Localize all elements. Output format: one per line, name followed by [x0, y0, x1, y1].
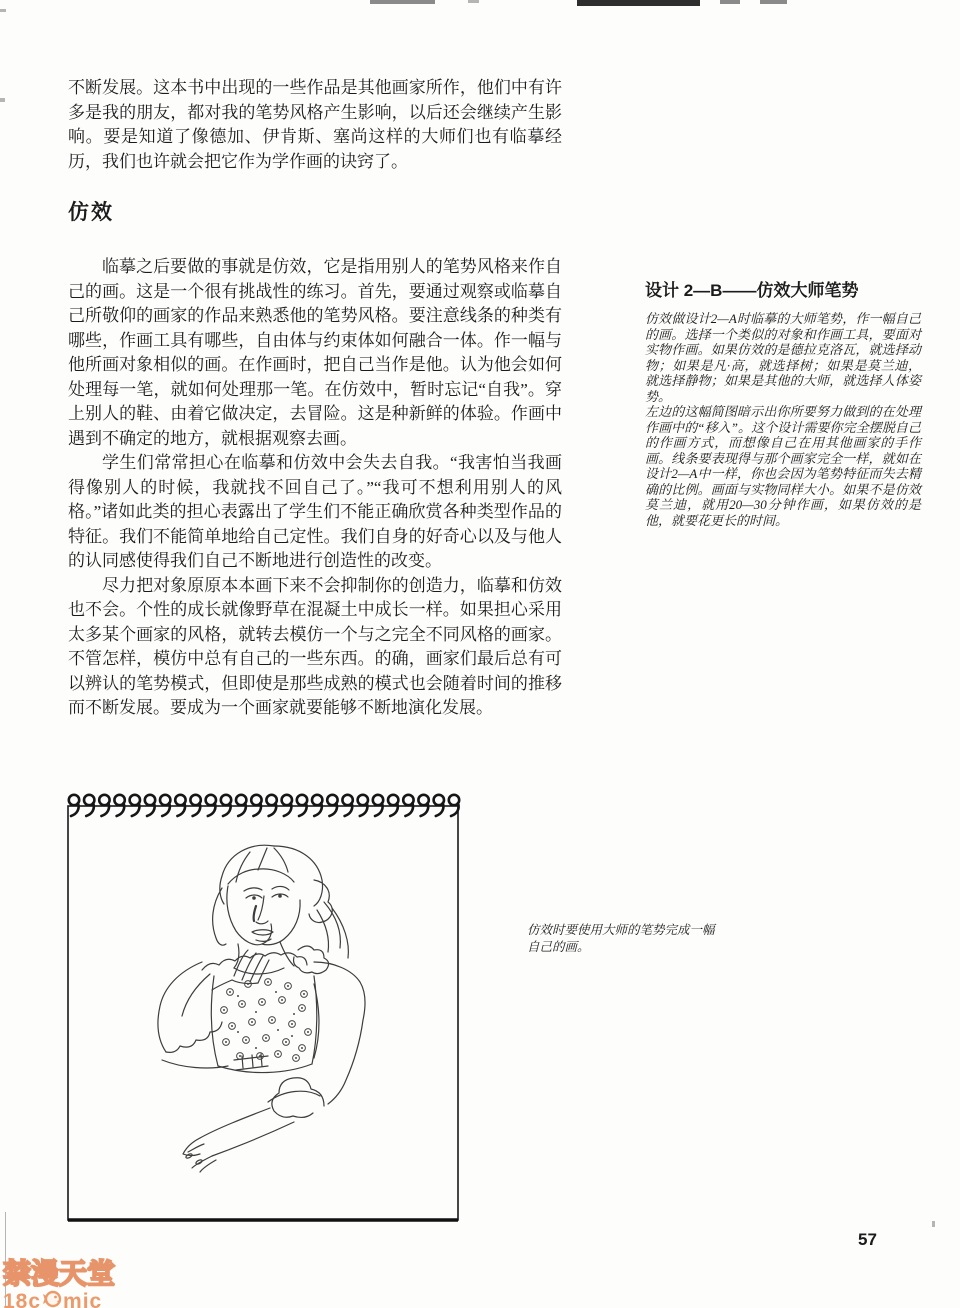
body-paragraph: 尽力把对象原原本本画下来不会抑制你的创造力，临摹和仿效也不会。个性的成长就像野草在混凝土中成长一样。如果担心采用太多某个画家的风格，就转去模仿一个与之完全不同风格的画家。不管怎样，模仿中总有自己的一些东西。的确，画家们最后总有可以辨认的笔势模式，但即使是那些成熟的模式也会随着时间的推移而不断发展。要成为一个画家就要能够不断地演化发展。 [68, 575, 562, 717]
scan-artifact [370, 0, 435, 4]
scan-artifact [932, 1221, 935, 1227]
body-paragraph: 临摹之后要做的事就是仿效，它是指用别人的笔势风格来作自己的画。这是一个很有挑战性的练习。首先，要通过观察或临摹自己所敬仰的画家的作品来熟悉他的笔势风格。要注意线条的种类有哪些，作画工具有哪些，自由体与约束体如何融合一体。作一幅与他所画对象相似的画。在作画时，把自己当作是他。认为他会如何处理每一笔，就如何处理那一笔。在仿效中，暂时忘记“自我”。穿上别人的鞋、由着它做决定，去冒险。这是种新鲜的体验。作画中遇到不确定的地方，就根据观察去画。 [68, 257, 562, 448]
section-heading: 仿效 [68, 201, 114, 224]
intro-paragraph: 不断发展。这本书中出现的一些作品是其他画家所作，他们中有许多是我的朋友，都对我的笔势风格产生影响，以后还会继续产生影响。要是知道了像德加、伊肯斯、塞尚这样的大师们也有临摹经历，我们也许就会把它作为学作画的诀窍了。 [68, 78, 562, 171]
seated-woman-line-sketch [62, 784, 464, 1228]
sketchbook-figure [62, 784, 464, 1228]
watermark-text-suffix: mic [63, 1289, 103, 1308]
scan-artifact [720, 0, 740, 4]
pufferfish-icon [42, 1289, 62, 1308]
sidebar-paragraph: 左边的这幅简图暗示出你所要努力做到的在处理作画中的“移入”。这个设计需要你完全摆脱自己的作画方式，而想像自己在用其他画家的手作画。线条要表现得与那个画家完全一样，就如在设计2—A中一样，你也会因为笔势特征而失去精确的比例。画面与实物同样大小。如果不是仿效莫兰迪，就用20—30分钟作画，如果仿效的是他，就要花更长的时间。 [645, 404, 921, 528]
watermark-text-prefix: 18c [3, 1289, 42, 1308]
scan-artifact [468, 0, 479, 3]
sidebar-heading: 设计 2—B——仿效大师笔势 [645, 281, 859, 300]
scan-artifact [577, 0, 700, 6]
scan-artifact [0, 9, 6, 12]
scan-artifact [0, 98, 5, 102]
scan-artifact [760, 0, 787, 4]
page-number: 57 [858, 1230, 877, 1249]
watermark-logo [3, 1289, 233, 1308]
sidebar-design-exercise [645, 281, 921, 528]
sidebar-paragraph: 仿效做设计2—A时临摹的大师笔势，作一幅自己的画。选择一个类似的对象和作画工具，要面对实物作画。如果仿效的是德拉克洛瓦，就选择动物；如果是凡·高，就选择树；如果是莫兰迪，就选择静物；如果是其他的大师，就选择人体姿势。 [645, 311, 921, 404]
watermark [3, 1260, 233, 1308]
floral-pattern [221, 979, 312, 1062]
watermark-site-name: 禁漫天堂 [3, 1258, 116, 1289]
body-paragraph: 学生们常常担心在临摹和仿效中会失去自我。“我害怕当我画得像别人的时候，我就找不回自己了。”“我可不想利用别人的风格。”诸如此类的担心表露出了学生们不能正确欣赏各种类型作品的特征。我们不能简单地给自己定性。我们自身的好奇心以及与他人的认同感使得我们自己不断地进行创造性的改变。 [68, 453, 562, 570]
figure-caption: 仿效时要使用大师的笔势完成一幅自己的画。 [527, 923, 715, 954]
main-text-column [68, 76, 562, 721]
